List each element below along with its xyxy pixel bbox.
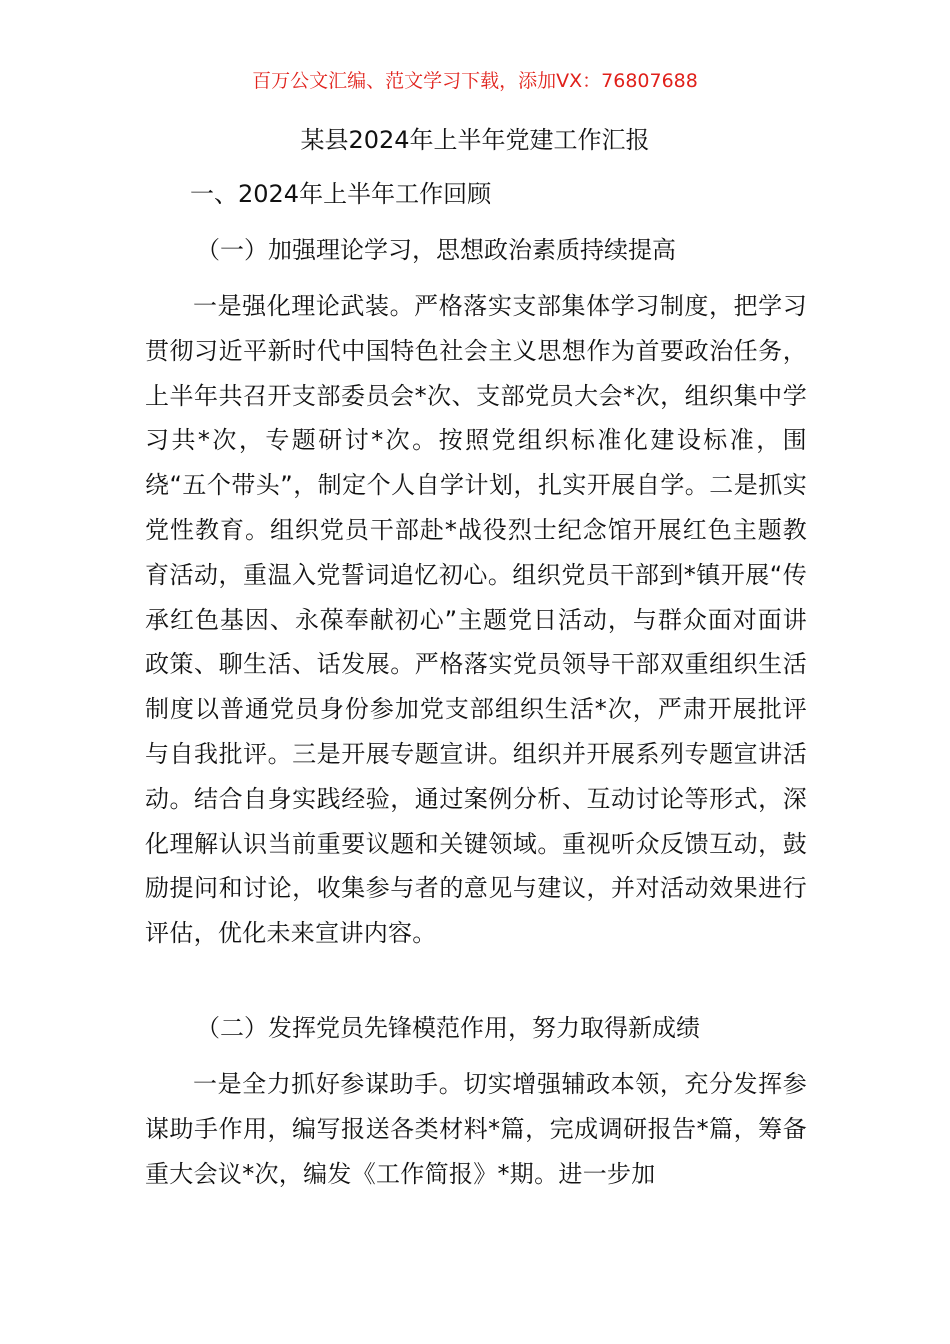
document-title: 某县2024年上半年党建工作汇报 bbox=[300, 126, 650, 154]
body-paragraph-1: 一是强化理论武装。严格落实支部集体学习制度，把学习贯彻习近平新时代中国特色社会主义思想作为首要政治任务，上半年共召开支部委员会*次、支部党员大会*次，组织集中学习共*次，专题研讨*次。按照党组织标准化建设标准，围绕“五个带头”，制定个人自学计划，扎实开展自学。二是抓实党性教育。组织党员干部赴*战役烈士纪念馆开展红色主题教育活动，重温入党誓词追忆初心。组织党员干部到*镇开展“传承红色基因、永葆奉献初心”主题党日活动，与群众面对面讲政策、聊生活、话发展。严格落实党员领导干部双重组织生活制度以普通党员身份参加党支部组织生活*次，严肃开展批评与自我批评。三是开展专题宣讲。组织并开展系列专题宣讲活动。结合自身实践经验，通过案例分析、互动讨论等形式，深化理解认识当前重要议题和关键领域。重视听众反馈互动，鼓励提问和讨论，收集参与者的意见与建议，并对活动效果进行评估，优化未来宣讲内容。 bbox=[145, 292, 807, 948]
subsection-heading-1: （一）加强理论学习，思想政治素质持续提高 bbox=[196, 236, 676, 264]
body-paragraph-2: 一是全力抓好参谋助手。切实增强辅政本领，充分发挥参谋助手作用，编写报送各类材料*篇，完成调研报告*篇，筹备重大会议*次，编发《工作简报》*期。进一步加 bbox=[145, 1070, 807, 1188]
section-heading-1: 一、2024年上半年工作回顾 bbox=[190, 180, 492, 208]
subsection-heading-2: （二）发挥党员先锋模范作用，努力取得新成绩 bbox=[196, 1014, 700, 1042]
watermark-text: 百万公文汇编、范文学习下载，添加VX：76807688 bbox=[252, 70, 698, 92]
